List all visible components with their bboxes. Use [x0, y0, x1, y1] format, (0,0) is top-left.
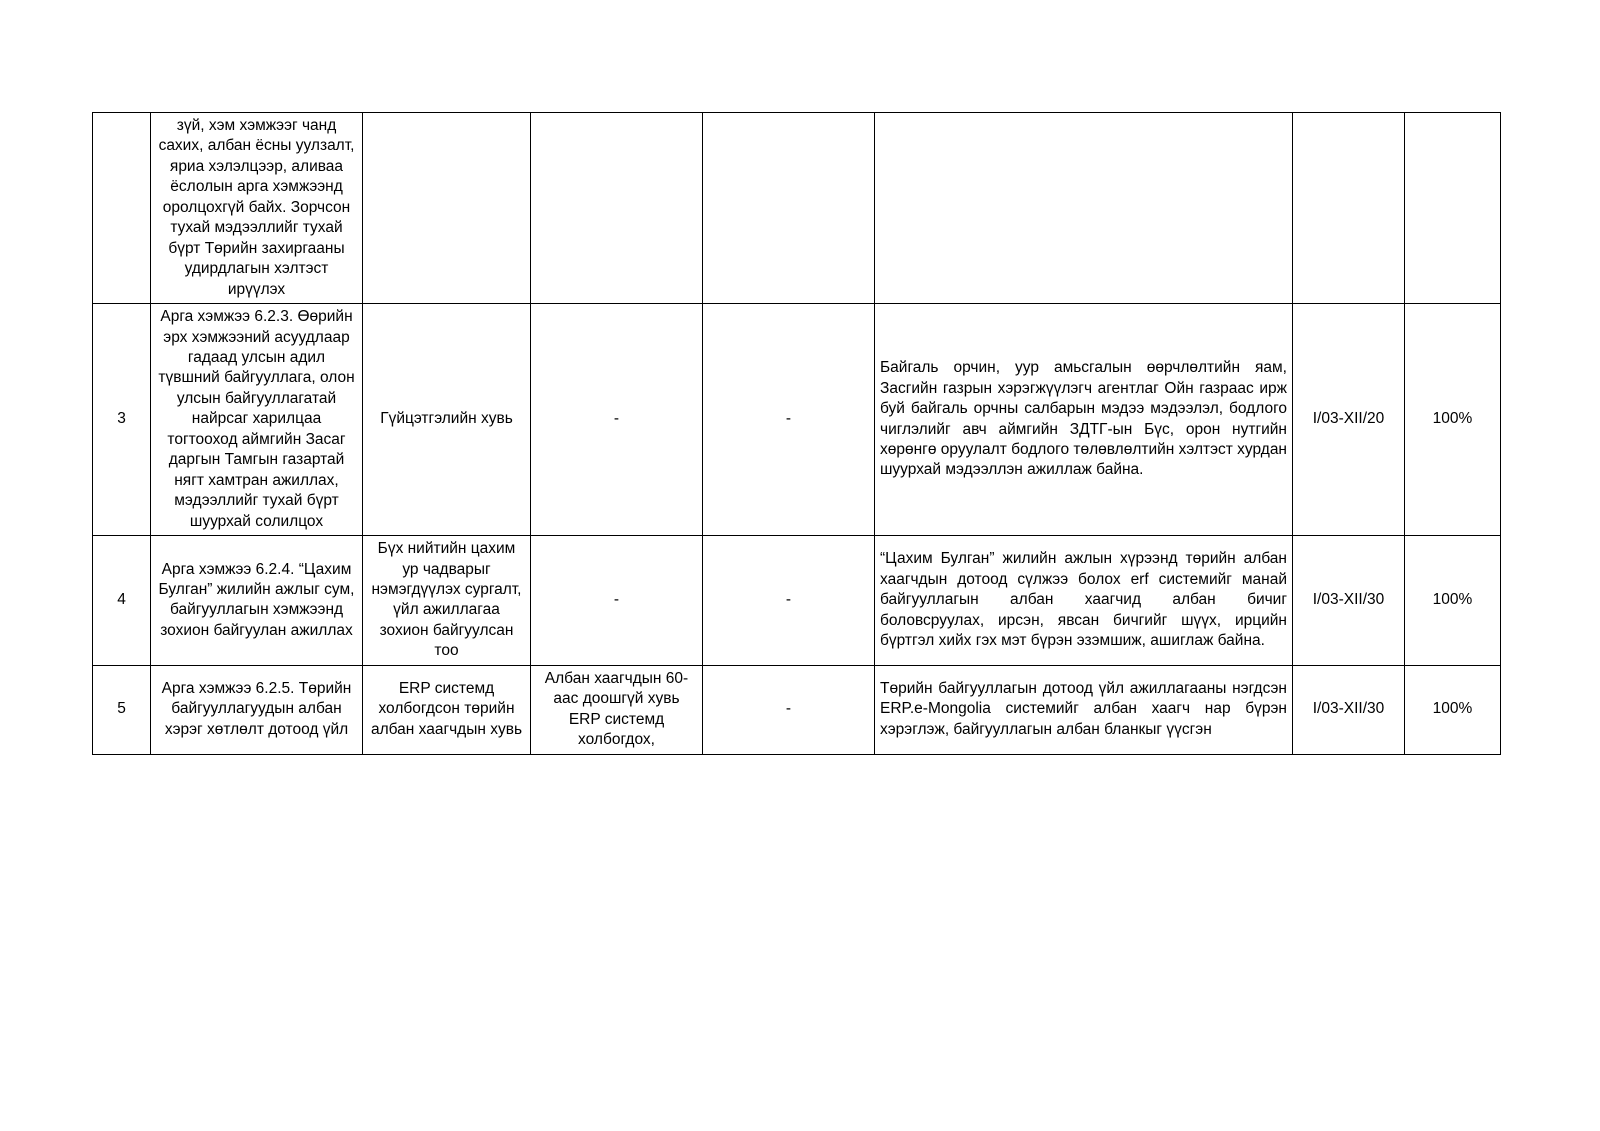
row-activity: зүй, хэм хэмжээг чанд сахих, албан ёсны уулзалт, яриа хэлэлцээр, аливаа ёслолын арга хэмжээнд оролцохгүй байх. Зорчсон тухай мэдээллийг тухай бүрт Төрийн захиргааны удирдлагын хэлтэст ирүүлэх: [151, 113, 363, 304]
row-percent: [1405, 113, 1501, 304]
row-indicator: Гүйцэтгэлийн хувь: [363, 304, 531, 536]
row-timeline: I/03-XII/30: [1293, 536, 1405, 666]
row-activity: Арга хэмжээ 6.2.3. Өөрийн эрх хэмжээний асуудлаар гадаад улсын адил түвшний байгууллага, олон улсын байгууллагатай найрсаг харилцаа тогтооход аймгийн Засаг даргын Тамгын газартай нягт хамтран ажиллах, мэдээллийг тухай бүрт шуурхай солилцох: [151, 304, 363, 536]
row-extra: -: [703, 304, 875, 536]
row-extra: [703, 113, 875, 304]
table-row: [93, 536, 1501, 666]
table-row: [93, 665, 1501, 754]
row-activity: Арга хэмжээ 6.2.5. Төрийн байгууллагуудын албан хэрэг хөтлөлт дотоод үйл: [151, 665, 363, 754]
row-number: 3: [93, 304, 151, 536]
row-number: 5: [93, 665, 151, 754]
row-indicator: Бүх нийтийн цахим ур чадварыг нэмэгдүүлэх сургалт, үйл ажиллагаа зохион байгуулсан тоо: [363, 536, 531, 666]
row-extra: -: [703, 536, 875, 666]
row-activity: Арга хэмжээ 6.2.4. “Цахим Булган” жилийн ажлыг сум, байгууллагын хэмжээнд зохион байгуулан ажиллах: [151, 536, 363, 666]
row-percent: 100%: [1405, 536, 1501, 666]
row-result: Төрийн байгууллагын дотоод үйл ажиллагааны нэгдсэн ERP.e-Mongolia системийг албан хаагч нар бүрэн хэрэглэж, байгууллагын албан бланкыг үүсгэн: [875, 665, 1293, 754]
row-criteria: -: [531, 536, 703, 666]
row-result: [875, 113, 1293, 304]
row-percent: 100%: [1405, 665, 1501, 754]
table-row: [93, 304, 1501, 536]
row-percent: 100%: [1405, 304, 1501, 536]
row-indicator: [363, 113, 531, 304]
activities-table: [92, 112, 1501, 755]
table-row: [93, 113, 1501, 304]
row-timeline: [1293, 113, 1405, 304]
row-timeline: I/03-XII/20: [1293, 304, 1405, 536]
row-indicator: ERP системд холбогдсон төрийн албан хаагчдын хувь: [363, 665, 531, 754]
row-criteria: [531, 113, 703, 304]
row-timeline: I/03-XII/30: [1293, 665, 1405, 754]
row-criteria: -: [531, 304, 703, 536]
row-number: [93, 113, 151, 304]
row-extra: -: [703, 665, 875, 754]
row-criteria: Албан хаагчдын 60-аас доошгүй хувь ERP системд холбогдох,: [531, 665, 703, 754]
row-result: Байгаль орчин, уур амьсгалын өөрчлөлтийн яам, Засгийн газрын хэрэгжүүлэгч агентлаг Ойн газраас ирж буй байгаль орчны салбарын мэдээ мэдээлэл, бодлого чиглэлийг авч аймгийн ЗДТГ-ын Бүс, орон нутгийн хөрөнгө оруулалт бодлого төлөвлөлтийн хэлтэст хурдан шуурхай мэдээллэн ажиллаж байна.: [875, 304, 1293, 536]
row-number: 4: [93, 536, 151, 666]
row-result: “Цахим Булган” жилийн ажлын хүрээнд төрийн албан хаагчдын дотоод сүлжээ болох erf системийг манай байгууллагын албан хаагчид албан бичиг боловсруулах, ирсэн, явсан бичгийг шүүх, ирцийн бүртгэл хийх гэх мэт бүрэн эзэмшиж, ашиглаж байна.: [875, 536, 1293, 666]
